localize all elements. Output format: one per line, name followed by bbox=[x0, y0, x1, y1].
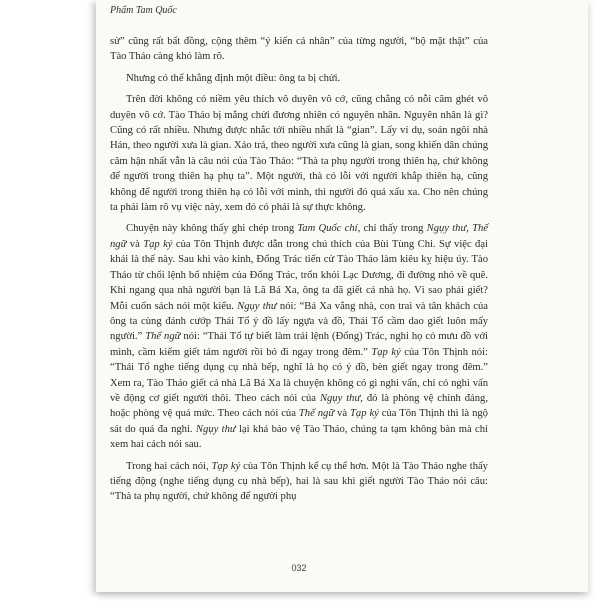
text-run: Trên đời không có niềm yêu thích vô duyên vô cớ, cũng chẳng có nỗi căm ghét vô duyên vô cớ. Tào Tháo bị mắng chửi đương nhiên có nguyên nhân. Nguyên nhân là gì? Cũng có rất nhiều. Nhưng được nhắc tới nhiều nhất là “gian”. Lấy ví dụ, soán ngôi nhà Hán, theo người xưa là gian. Xảo trá, theo người xưa cũng là gian, song khiến dân chúng căm hận nhất vẫn là câu nói của Tào Tháo: “Thà ta phụ người trong thiên hạ, chứ không để người trong thiên hạ phụ ta”. Một người, thà có lỗi với người khắp thiên hạ, cũng không để người trong thiên hạ có lỗi với mình, thì người đó quá xấu xa. Cho nên chúng ta phải làm rõ vụ việc này, xem đó có phải là sự thực không. bbox=[110, 94, 488, 214]
text-run: của Tôn Thịnh nói: “Thái Tổ nghe tiếng dụng cụ nhà bếp, nghĩ là họ có ý đồ, bèn giết ngay trong đêm.” Xem ra, Tào Tháo giết cả nhà Lã Bá Xa là chuyện không có gì nghi vấn, chỉ có nghi vấn về động cơ giết người thôi. Theo cách nói của bbox=[110, 346, 488, 404]
paragraph bbox=[110, 71, 488, 86]
text-run: sử” cũng rất bất đồng, cộng thêm “ý kiến cá nhân” của từng người, “bộ mặt thật” của Tào Tháo càng khó làm rõ. bbox=[110, 36, 488, 63]
paragraph bbox=[110, 459, 488, 505]
text-run: của Tôn Thịnh thì là ngộ sát do quá đa nghi. bbox=[110, 408, 488, 435]
italic-title: Tạp ký bbox=[350, 408, 379, 420]
italic-title: Tạp ký bbox=[371, 346, 401, 358]
italic-title: Tam Quốc chí bbox=[297, 223, 358, 235]
text-run: của Tôn Thịnh kể cụ thể hơn. Một là Tào Tháo nghe thấy tiếng động (nghe tiếng dụng cụ nhà bếp), hai là sau khi giết người Tào Tháo nói câu: “Thà ta phụ người, chứ không để người phụ bbox=[110, 460, 488, 503]
italic-title: Thế ngữ bbox=[110, 223, 489, 250]
page-body bbox=[110, 34, 488, 511]
text-run: Chuyện này không thấy ghi chép trong bbox=[126, 223, 298, 235]
text-run: Trong hai cách nói, bbox=[126, 460, 212, 472]
italic-title: Thế ngữ bbox=[145, 331, 181, 343]
text-run: , đó là phòng vệ chính đáng, hoặc phòng vệ quá mức. Theo cách nói của bbox=[110, 392, 488, 420]
italic-title: Tạp ký bbox=[211, 460, 241, 472]
text-run: và bbox=[126, 238, 144, 250]
italic-title: Ngụy thư bbox=[319, 392, 361, 404]
text-run: của Tôn Thịnh được dẫn trong chú thích của Bùi Tùng Chi. Sự việc đại khái là thế này. Sau khi vào kinh, Đổng Trác tiến cử Tào Tháo làm kiêu kỵ hiệu úy. Tào Tháo từ chối lệnh bổ nhiệm của Đổng Trác, trốn khỏi Lạc Dương, đi đường nhỏ về quê. Khi ngang qua nhà người bạn là Lã Bá Xa, ông ta đã giết cả nhà họ. Vì sao phải giết? Mỗi cuốn sách nói một kiểu. bbox=[110, 238, 489, 312]
text-run: và bbox=[334, 408, 351, 420]
text-run: nói: “Bá Xa vắng nhà, con trai và tân khách của ông ta cùng đánh cướp Thái Tổ ý đồ lấy ngựa và đồ, Thái Tổ cầm dao giết luôn mấy người.” bbox=[110, 300, 489, 343]
paragraph bbox=[110, 34, 488, 65]
paragraph bbox=[110, 221, 488, 452]
running-head: Phẩm Tam Quốc bbox=[110, 5, 177, 16]
italic-title: Tạp ký bbox=[143, 238, 173, 250]
italic-title: Ngụy thư bbox=[237, 300, 277, 312]
page-number: 032 bbox=[291, 563, 307, 573]
text-run: , chỉ thấy trong bbox=[357, 223, 427, 235]
italic-title: Ngụy thư bbox=[426, 223, 467, 235]
paragraph bbox=[110, 92, 488, 215]
italic-title: Thế ngữ bbox=[298, 408, 335, 420]
text-run: Nhưng có thể khẳng định một điều: ông ta bị chửi. bbox=[126, 72, 341, 84]
text-run: lại khá bảo vệ Tào Tháo, chúng ta tạm không bàn mà chỉ xem hai cách nói sau. bbox=[110, 423, 488, 451]
text-run: nói: “Thái Tổ tự biết làm trái lệnh (Đổng) Trác, nghi họ có mưu đồ với mình, cầm kiếm giết tám người rồi bỏ đi ngay trong đêm.” bbox=[110, 331, 488, 358]
text-run: , bbox=[466, 223, 473, 235]
italic-title: Ngụy thư bbox=[195, 423, 236, 435]
